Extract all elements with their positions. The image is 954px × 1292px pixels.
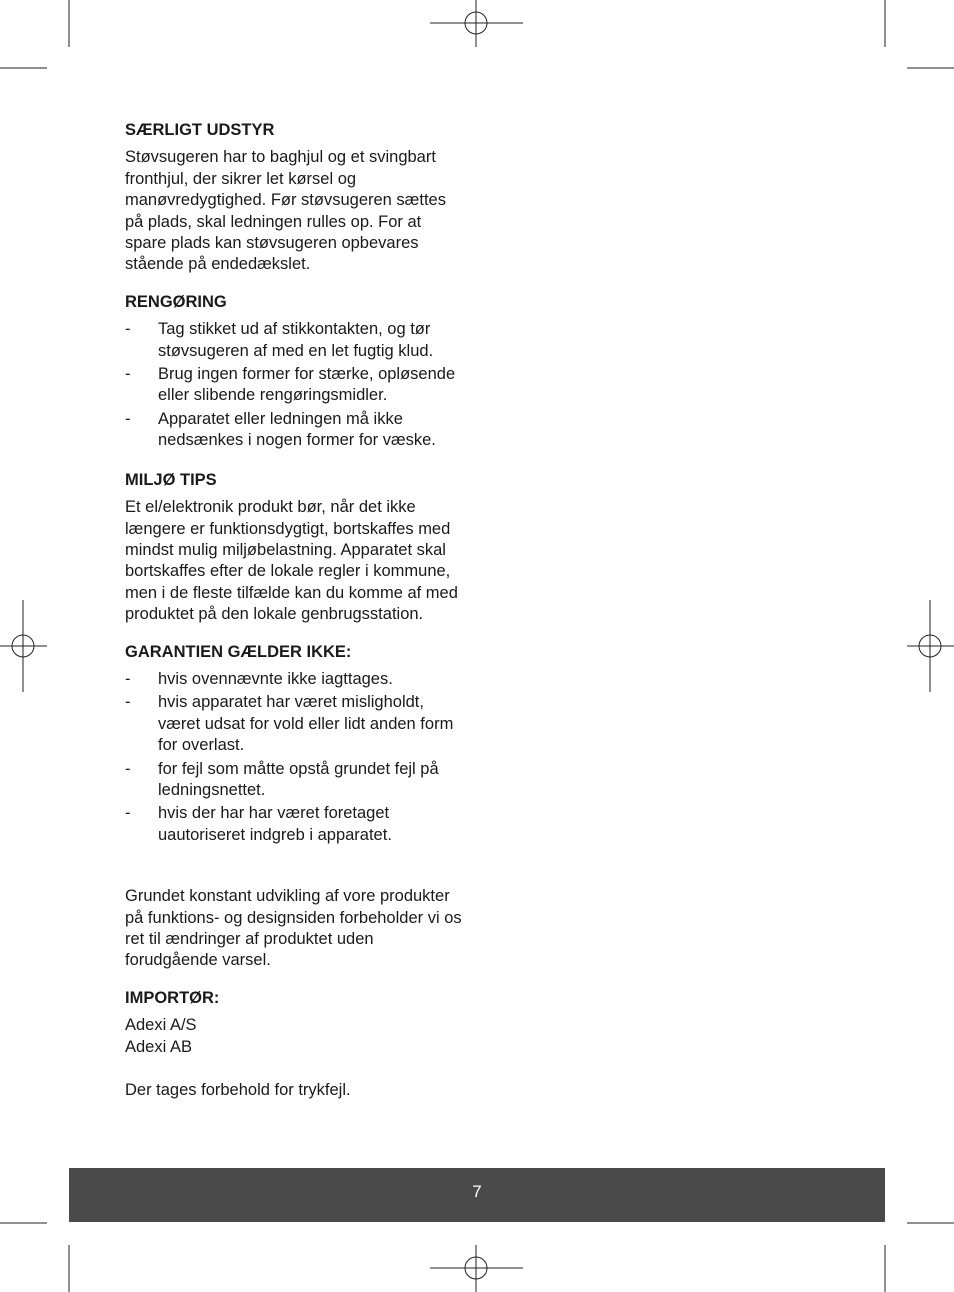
list-item	[125, 669, 465, 690]
cleaning-list	[125, 319, 465, 451]
spacer	[125, 864, 465, 886]
list-item-text: hvis ovennævnte ikke iagttages.	[158, 669, 393, 688]
warranty-list	[125, 669, 465, 846]
section-heading: GARANTIEN GÆLDER IKKE:	[125, 642, 352, 661]
list-item	[125, 692, 465, 756]
list-item	[125, 409, 465, 452]
bullet-dash: -	[125, 804, 131, 823]
section-importer	[125, 988, 465, 1058]
section-heading: IMPORTØR:	[125, 988, 220, 1007]
list-item-text: for fejl som måtte opstå grundet fejl på ledningsnettet.	[158, 759, 439, 799]
importer-line: Adexi A/S	[125, 1016, 197, 1035]
list-item	[125, 759, 465, 802]
section-special-equipment	[125, 120, 465, 276]
bullet-dash: -	[125, 693, 131, 712]
list-item	[125, 803, 465, 846]
importer-line: Adexi AB	[125, 1037, 192, 1056]
development-notice: Grundet konstant udvikling af vore produkter på funktions- og designsiden forbeholder vi os ret til ændringer af produktet uden forudgående varsel.	[125, 887, 462, 970]
list-item	[125, 319, 465, 362]
list-item-text: Brug ingen former for stærke, opløsende eller slibende rengøringsmidler.	[158, 365, 456, 405]
section-paragraph: Støvsugeren har to baghjul og et svingbart fronthjul, der sikrer let kørsel og manøvredygtighed. Før støvsugeren sættes på plads, skal ledningen rulles op. For at spare plads kan støvsugeren opbevares stående på endedækslet.	[125, 148, 446, 274]
list-item-text: hvis apparatet har været misligholdt, været udsat for vold eller lidt anden form for overlast.	[158, 693, 454, 755]
section-warranty-exclusions	[125, 642, 465, 847]
list-item-text: Tag stikket ud af stikkontakten, og tør støvsugeren af med en let fugtig klud.	[158, 320, 434, 360]
section-heading: MILJØ TIPS	[125, 470, 217, 489]
bullet-dash: -	[125, 759, 131, 778]
section-heading: RENGØRING	[125, 292, 227, 311]
section-cleaning	[125, 292, 465, 452]
footer-bar	[69, 1168, 885, 1222]
bullet-dash: -	[125, 409, 131, 428]
spacer	[125, 1058, 465, 1080]
bullet-dash: -	[125, 320, 131, 339]
page-number: 7	[472, 1182, 482, 1201]
list-item-text: hvis der har har været foretaget uautoriseret indgreb i apparatet.	[158, 804, 392, 844]
bullet-dash: -	[125, 669, 131, 688]
print-disclaimer: Der tages forbehold for trykfejl.	[125, 1081, 351, 1100]
page-content	[125, 120, 465, 1117]
bullet-dash: -	[125, 365, 131, 384]
section-paragraph: Et el/elektronik produkt bør, når det ikke længere er funktionsdygtigt, bortskaffes med mindst mulig miljøbelastning. Apparatet skal bortskaffes efter de lokale regler i kommune, men i de fleste tilfælde kan du komme af med produktet på den lokale genbrugsstation.	[125, 498, 458, 624]
list-item-text: Apparatet eller ledningen må ikke nedsænkes i nogen former for væske.	[158, 409, 436, 450]
section-environment-tips	[125, 470, 465, 626]
section-heading: SÆRLIGT UDSTYR	[125, 121, 275, 139]
list-item	[125, 364, 465, 407]
